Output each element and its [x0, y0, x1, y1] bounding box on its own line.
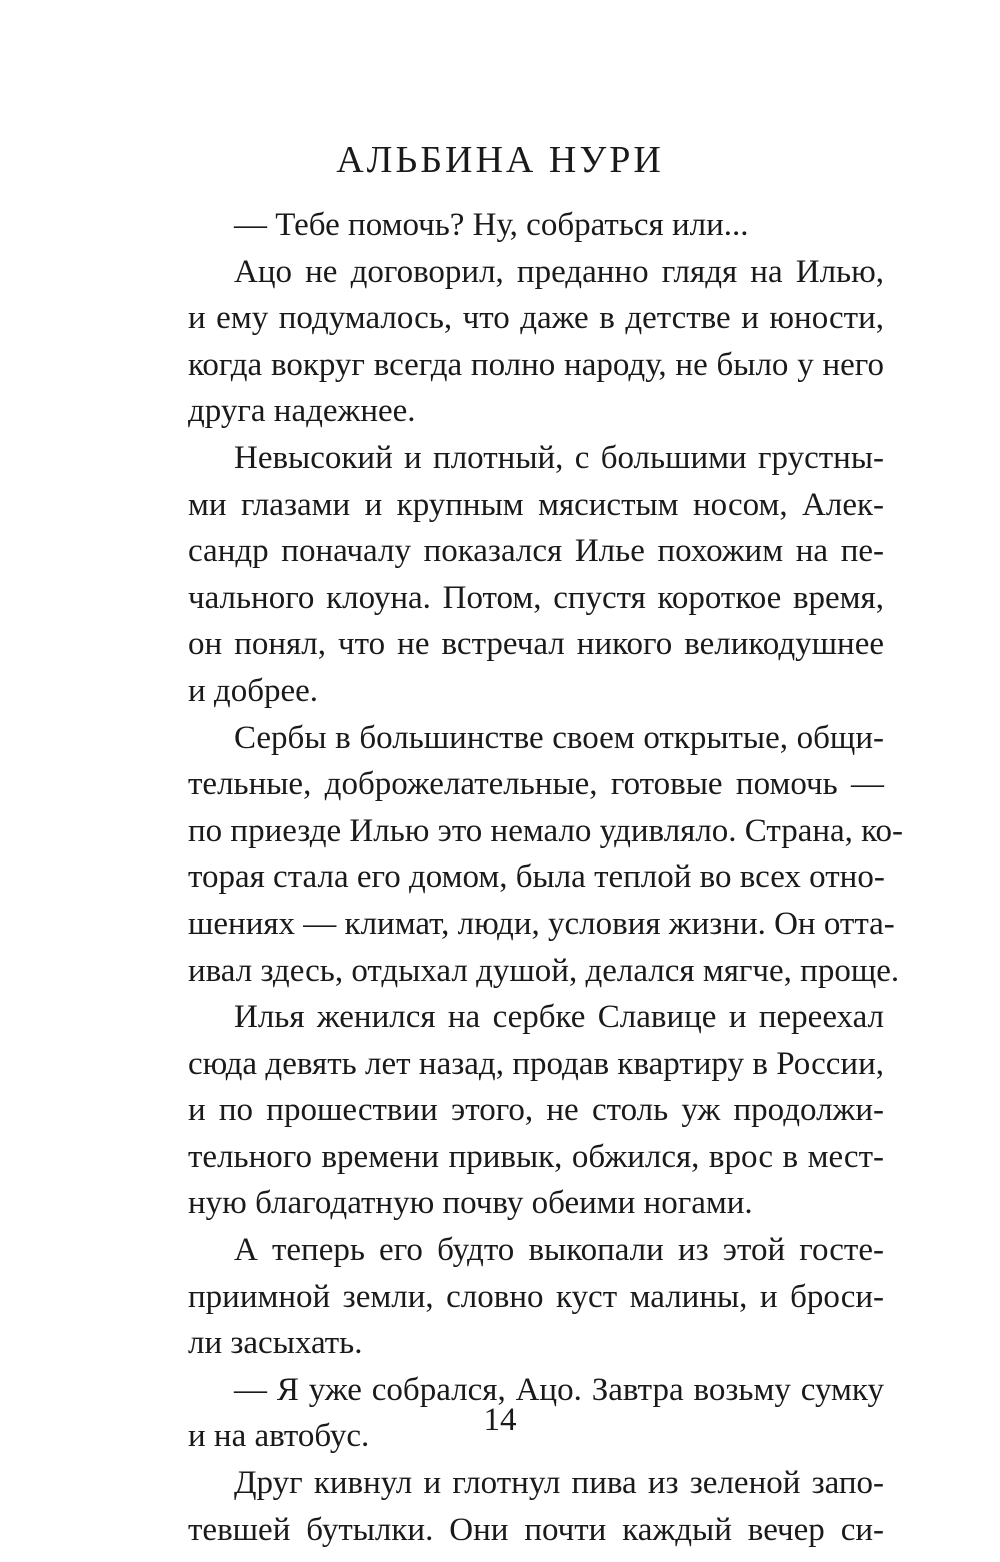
text-line: и ему подумалось, что даже в детстве и юности,	[188, 300, 884, 337]
text-line: чального клоуна. Потом, спустя короткое время,	[188, 579, 884, 616]
text-line: приимной земли, словно куст малины, и броси-	[188, 1278, 884, 1315]
text-line: тевшей бутылки. Они почти каждый вечер си-	[188, 1511, 884, 1548]
text-line: он понял, что не встречал никого великодушнее	[188, 626, 884, 663]
text-line: тельные, доброжелательные, готовые помочь —	[188, 766, 884, 803]
text-line: тельного времени привык, обжился, врос в мест-	[188, 1138, 884, 1175]
text-line: ли засыхать.	[188, 1325, 363, 1362]
text-line: сандр поначалу показался Илье похожим на пе-	[188, 533, 884, 570]
page-number: 14	[483, 1402, 517, 1438]
text-line: по приезде Илью это немало удивляло. Страна, ко-	[188, 812, 904, 849]
text-line: торая стала его домом, была теплой во всех отно-	[188, 859, 885, 896]
text-line: Илья женился на сербке Славице и переехал	[234, 999, 884, 1036]
text-line: Невысокий и плотный, с большими грустны-	[234, 439, 884, 476]
text-line: шениях — климат, люди, условия жизни. Он отта-	[188, 905, 895, 942]
text-line: друга надежнее.	[188, 393, 416, 430]
text-line: ивал здесь, отдыхал душой, делался мягче, проще.	[188, 952, 900, 989]
text-line: Друг кивнул и глотнул пива из зеленой запо-	[234, 1465, 884, 1502]
text-line: когда вокруг всегда полно народу, не было у него	[188, 346, 884, 383]
text-line: Сербы в большинстве своем открытые, общи-	[234, 719, 884, 756]
text-line: — Я уже собрался, Ацо. Завтра возьму сумку	[234, 1371, 884, 1408]
text-line: и по прошествии этого, не столь уж продолжи-	[188, 1092, 884, 1129]
text-line: ную благодатную почву обеими ногами.	[188, 1185, 753, 1222]
body-text	[188, 202, 904, 1553]
text-line: и добрее.	[188, 672, 319, 709]
text-line: А теперь его будто выкопали из этой госте-	[234, 1232, 884, 1269]
text-line: ми глазами и крупным мясистым носом, Алек-	[188, 486, 884, 523]
text-line: — Тебе помочь? Ну, собраться или...	[234, 207, 749, 243]
running-head-author: АЛЬБИНА НУРИ	[336, 139, 664, 181]
text-line: Ацо не договорил, преданно глядя на Илью,	[234, 253, 884, 290]
text-line: сюда девять лет назад, продав квартиру в России,	[188, 1045, 884, 1082]
text-line: и на автобус.	[188, 1418, 370, 1455]
